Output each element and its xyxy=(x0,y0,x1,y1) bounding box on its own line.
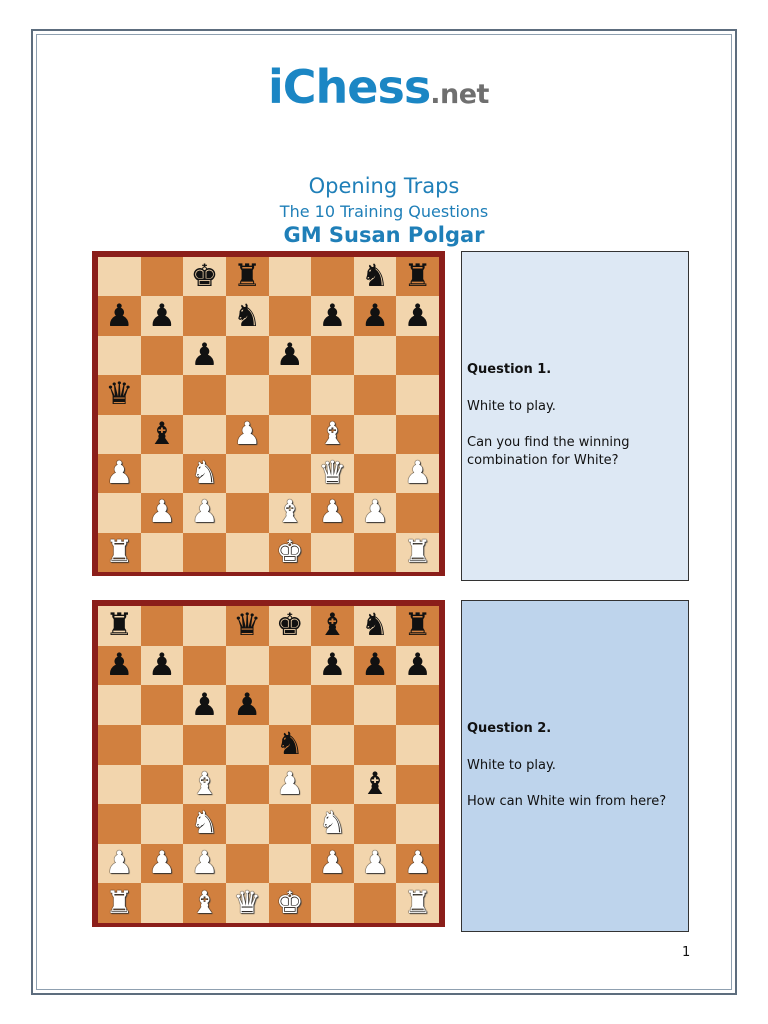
white-knight-icon: ♞ xyxy=(318,805,347,842)
square-f8 xyxy=(311,257,354,296)
black-pawn-icon: ♟ xyxy=(275,336,304,373)
square-b8 xyxy=(141,606,184,646)
black-pawn-icon: ♟ xyxy=(318,297,347,334)
square-b2 xyxy=(141,493,184,532)
square-g5 xyxy=(354,375,397,414)
square-a2 xyxy=(98,844,141,884)
black-pawn-icon: ♟ xyxy=(148,297,176,334)
square-g5 xyxy=(354,725,397,765)
black-king-icon: ♚ xyxy=(275,607,304,644)
square-e6 xyxy=(269,685,312,725)
document-author: GM Susan Polgar xyxy=(283,223,485,247)
square-f6 xyxy=(311,336,354,375)
square-c3 xyxy=(183,454,226,493)
black-pawn-icon: ♟ xyxy=(105,646,134,683)
black-pawn-icon: ♟ xyxy=(190,336,219,373)
square-g2 xyxy=(354,844,397,884)
chess-board-2 xyxy=(98,606,439,923)
square-c5 xyxy=(183,375,226,414)
square-c2 xyxy=(183,493,226,532)
square-f1 xyxy=(311,533,354,572)
square-f4 xyxy=(311,415,354,454)
square-e8 xyxy=(269,606,312,646)
black-knight-icon: ♞ xyxy=(361,258,389,295)
square-b3 xyxy=(141,454,184,493)
white-rook-icon: ♜ xyxy=(105,533,134,570)
square-d3 xyxy=(226,454,269,493)
square-c3 xyxy=(183,804,226,844)
white-pawn-icon: ♟ xyxy=(105,845,134,882)
black-rook-icon: ♜ xyxy=(105,607,134,644)
white-pawn-icon: ♟ xyxy=(403,845,432,882)
square-e7 xyxy=(269,296,312,335)
ichess-logo xyxy=(268,60,489,116)
white-bishop-icon: ♝ xyxy=(318,415,347,452)
square-a3 xyxy=(98,804,141,844)
square-d3 xyxy=(226,804,269,844)
square-d8 xyxy=(226,257,269,296)
document-title: Opening Traps xyxy=(308,174,460,198)
square-g8 xyxy=(354,257,397,296)
black-pawn-icon: ♟ xyxy=(361,646,389,683)
square-c7 xyxy=(183,296,226,335)
square-d4 xyxy=(226,415,269,454)
square-h6 xyxy=(396,685,439,725)
black-bishop-icon: ♝ xyxy=(361,765,389,802)
square-b6 xyxy=(141,685,184,725)
square-g4 xyxy=(354,415,397,454)
square-g3 xyxy=(354,804,397,844)
white-pawn-icon: ♟ xyxy=(403,455,432,492)
question-1-title: Question 1. xyxy=(467,362,552,377)
chess-diagram-1 xyxy=(92,251,445,576)
square-g3 xyxy=(354,454,397,493)
black-pawn-icon: ♟ xyxy=(403,646,432,683)
square-d1 xyxy=(226,883,269,923)
square-h7 xyxy=(396,646,439,686)
square-b2 xyxy=(141,844,184,884)
square-g4 xyxy=(354,765,397,805)
square-h3 xyxy=(396,454,439,493)
square-c1 xyxy=(183,533,226,572)
question-1-side-to-move: White to play. xyxy=(467,399,556,414)
square-g8 xyxy=(354,606,397,646)
white-queen-icon: ♛ xyxy=(233,884,262,921)
square-e2 xyxy=(269,844,312,884)
square-f5 xyxy=(311,725,354,765)
square-c6 xyxy=(183,685,226,725)
white-bishop-icon: ♝ xyxy=(190,884,219,921)
square-b4 xyxy=(141,415,184,454)
square-g7 xyxy=(354,646,397,686)
square-d5 xyxy=(226,725,269,765)
white-pawn-icon: ♟ xyxy=(318,845,347,882)
black-bishop-icon: ♝ xyxy=(148,415,176,452)
logo-tld: .net xyxy=(430,79,489,110)
white-pawn-icon: ♟ xyxy=(148,494,176,531)
white-rook-icon: ♜ xyxy=(403,533,432,570)
square-c5 xyxy=(183,725,226,765)
square-f3 xyxy=(311,804,354,844)
white-pawn-icon: ♟ xyxy=(361,845,389,882)
square-h4 xyxy=(396,415,439,454)
square-a1 xyxy=(98,883,141,923)
chess-board-1 xyxy=(98,257,439,572)
square-c8 xyxy=(183,606,226,646)
square-f6 xyxy=(311,685,354,725)
square-h5 xyxy=(396,725,439,765)
white-pawn-icon: ♟ xyxy=(361,494,389,531)
square-e6 xyxy=(269,336,312,375)
white-bishop-icon: ♝ xyxy=(275,494,304,531)
square-f4 xyxy=(311,765,354,805)
square-f3 xyxy=(311,454,354,493)
square-d5 xyxy=(226,375,269,414)
square-e5 xyxy=(269,375,312,414)
square-f2 xyxy=(311,844,354,884)
square-e2 xyxy=(269,493,312,532)
white-king-icon: ♚ xyxy=(275,884,304,921)
square-a6 xyxy=(98,685,141,725)
chess-diagram-2 xyxy=(92,600,445,927)
black-pawn-icon: ♟ xyxy=(403,297,432,334)
square-h1 xyxy=(396,883,439,923)
square-h2 xyxy=(396,844,439,884)
square-h8 xyxy=(396,606,439,646)
square-b3 xyxy=(141,804,184,844)
question-2-title: Question 2. xyxy=(467,721,552,736)
square-b8 xyxy=(141,257,184,296)
square-g6 xyxy=(354,685,397,725)
white-king-icon: ♚ xyxy=(275,533,304,570)
square-a7 xyxy=(98,296,141,335)
square-b6 xyxy=(141,336,184,375)
square-b5 xyxy=(141,375,184,414)
question-2-side-to-move: White to play. xyxy=(467,758,556,773)
square-g6 xyxy=(354,336,397,375)
square-a2 xyxy=(98,493,141,532)
square-f5 xyxy=(311,375,354,414)
square-d6 xyxy=(226,336,269,375)
black-knight-icon: ♞ xyxy=(275,726,304,763)
black-pawn-icon: ♟ xyxy=(190,686,219,723)
square-f2 xyxy=(311,493,354,532)
square-b1 xyxy=(141,533,184,572)
white-knight-icon: ♞ xyxy=(190,455,219,492)
white-pawn-icon: ♟ xyxy=(148,845,176,882)
square-b7 xyxy=(141,646,184,686)
square-d7 xyxy=(226,646,269,686)
black-pawn-icon: ♟ xyxy=(105,297,134,334)
white-pawn-icon: ♟ xyxy=(190,494,219,531)
square-b7 xyxy=(141,296,184,335)
square-h8 xyxy=(396,257,439,296)
white-pawn-icon: ♟ xyxy=(275,765,304,802)
square-a3 xyxy=(98,454,141,493)
square-a8 xyxy=(98,257,141,296)
white-queen-icon: ♛ xyxy=(318,455,347,492)
square-c7 xyxy=(183,646,226,686)
black-pawn-icon: ♟ xyxy=(148,646,176,683)
square-e1 xyxy=(269,883,312,923)
black-rook-icon: ♜ xyxy=(233,258,262,295)
square-a1 xyxy=(98,533,141,572)
square-a4 xyxy=(98,765,141,805)
black-queen-icon: ♛ xyxy=(105,376,134,413)
black-pawn-icon: ♟ xyxy=(361,297,389,334)
square-g1 xyxy=(354,533,397,572)
square-h5 xyxy=(396,375,439,414)
square-h4 xyxy=(396,765,439,805)
black-pawn-icon: ♟ xyxy=(233,686,262,723)
square-e3 xyxy=(269,804,312,844)
square-h3 xyxy=(396,804,439,844)
square-d4 xyxy=(226,765,269,805)
square-h6 xyxy=(396,336,439,375)
square-h2 xyxy=(396,493,439,532)
square-a4 xyxy=(98,415,141,454)
square-c4 xyxy=(183,765,226,805)
white-rook-icon: ♜ xyxy=(403,884,432,921)
square-e4 xyxy=(269,765,312,805)
square-e8 xyxy=(269,257,312,296)
white-pawn-icon: ♟ xyxy=(105,455,134,492)
white-pawn-icon: ♟ xyxy=(233,415,262,452)
square-g1 xyxy=(354,883,397,923)
square-g2 xyxy=(354,493,397,532)
question-box-2 xyxy=(461,600,689,932)
square-a5 xyxy=(98,725,141,765)
square-b4 xyxy=(141,765,184,805)
page-number: 1 xyxy=(682,945,691,960)
square-e5 xyxy=(269,725,312,765)
question-1-text: Can you find the winning combination for White? xyxy=(467,435,630,468)
square-b1 xyxy=(141,883,184,923)
square-d2 xyxy=(226,844,269,884)
square-a5 xyxy=(98,375,141,414)
square-f7 xyxy=(311,296,354,335)
square-a8 xyxy=(98,606,141,646)
black-knight-icon: ♞ xyxy=(233,297,262,334)
white-bishop-icon: ♝ xyxy=(190,765,219,802)
black-rook-icon: ♜ xyxy=(403,607,432,644)
white-pawn-icon: ♟ xyxy=(190,845,219,882)
square-c6 xyxy=(183,336,226,375)
square-f7 xyxy=(311,646,354,686)
square-g7 xyxy=(354,296,397,335)
black-pawn-icon: ♟ xyxy=(318,646,347,683)
square-d8 xyxy=(226,606,269,646)
logo-main: iChess xyxy=(268,60,431,114)
square-d1 xyxy=(226,533,269,572)
white-knight-icon: ♞ xyxy=(190,805,219,842)
square-f1 xyxy=(311,883,354,923)
square-e4 xyxy=(269,415,312,454)
black-queen-icon: ♛ xyxy=(233,607,262,644)
question-2-text: How can White win from here? xyxy=(467,794,667,809)
square-c4 xyxy=(183,415,226,454)
square-d2 xyxy=(226,493,269,532)
black-rook-icon: ♜ xyxy=(403,258,432,295)
square-a7 xyxy=(98,646,141,686)
square-h7 xyxy=(396,296,439,335)
black-king-icon: ♚ xyxy=(190,258,219,295)
black-knight-icon: ♞ xyxy=(361,607,389,644)
square-d7 xyxy=(226,296,269,335)
square-h1 xyxy=(396,533,439,572)
square-c2 xyxy=(183,844,226,884)
document-subtitle: The 10 Training Questions xyxy=(279,202,489,221)
square-e7 xyxy=(269,646,312,686)
square-e3 xyxy=(269,454,312,493)
square-d6 xyxy=(226,685,269,725)
question-box-1 xyxy=(461,251,689,581)
square-e1 xyxy=(269,533,312,572)
black-bishop-icon: ♝ xyxy=(318,607,347,644)
square-a6 xyxy=(98,336,141,375)
square-c8 xyxy=(183,257,226,296)
square-b5 xyxy=(141,725,184,765)
white-rook-icon: ♜ xyxy=(105,884,134,921)
white-pawn-icon: ♟ xyxy=(318,494,347,531)
square-f8 xyxy=(311,606,354,646)
square-c1 xyxy=(183,883,226,923)
